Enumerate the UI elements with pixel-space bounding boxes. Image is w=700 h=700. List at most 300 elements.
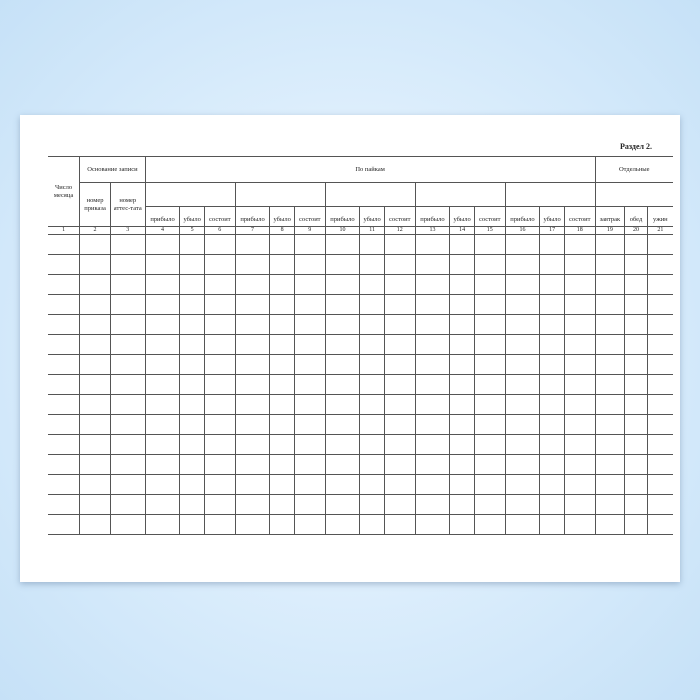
table-cell[interactable]: [415, 415, 450, 435]
table-cell[interactable]: [564, 255, 595, 275]
table-cell[interactable]: [204, 495, 235, 515]
table-cell[interactable]: [110, 375, 145, 395]
table-cell[interactable]: [450, 295, 475, 315]
table-cell[interactable]: [204, 455, 235, 475]
table-cell[interactable]: [505, 235, 540, 255]
table-cell[interactable]: [235, 515, 270, 535]
table-cell[interactable]: [204, 335, 235, 355]
table-cell[interactable]: [235, 335, 270, 355]
table-cell[interactable]: [625, 415, 648, 435]
table-cell[interactable]: [80, 235, 111, 255]
table-cell[interactable]: [110, 415, 145, 435]
table-cell[interactable]: [270, 295, 295, 315]
table-cell[interactable]: [415, 235, 450, 255]
table-cell[interactable]: [595, 235, 625, 255]
table-cell[interactable]: [564, 455, 595, 475]
table-cell[interactable]: [474, 475, 505, 495]
table-cell[interactable]: [180, 395, 205, 415]
table-cell[interactable]: [564, 515, 595, 535]
table-cell[interactable]: [48, 435, 80, 455]
table-cell[interactable]: [415, 355, 450, 375]
table-cell[interactable]: [204, 395, 235, 415]
table-cell[interactable]: [625, 275, 648, 295]
table-cell[interactable]: [235, 295, 270, 315]
table-cell[interactable]: [540, 515, 565, 535]
table-cell[interactable]: [145, 355, 180, 375]
table-cell[interactable]: [325, 395, 360, 415]
table-cell[interactable]: [647, 295, 673, 315]
table-cell[interactable]: [204, 415, 235, 435]
table-cell[interactable]: [360, 435, 385, 455]
table-cell[interactable]: [384, 415, 415, 435]
table-cell[interactable]: [80, 355, 111, 375]
table-cell[interactable]: [415, 335, 450, 355]
table-cell[interactable]: [180, 275, 205, 295]
table-cell[interactable]: [294, 355, 325, 375]
table-cell[interactable]: [48, 335, 80, 355]
table-cell[interactable]: [270, 315, 295, 335]
table-cell[interactable]: [540, 295, 565, 315]
table-cell[interactable]: [415, 295, 450, 315]
table-cell[interactable]: [474, 395, 505, 415]
table-cell[interactable]: [384, 395, 415, 415]
table-cell[interactable]: [384, 495, 415, 515]
table-cell[interactable]: [145, 475, 180, 495]
table-cell[interactable]: [540, 315, 565, 335]
table-cell[interactable]: [294, 415, 325, 435]
table-cell[interactable]: [505, 295, 540, 315]
table-cell[interactable]: [625, 355, 648, 375]
table-cell[interactable]: [80, 495, 111, 515]
table-cell[interactable]: [450, 315, 475, 335]
table-cell[interactable]: [80, 255, 111, 275]
table-cell[interactable]: [110, 335, 145, 355]
table-cell[interactable]: [270, 455, 295, 475]
table-cell[interactable]: [595, 415, 625, 435]
table-cell[interactable]: [595, 435, 625, 455]
table-cell[interactable]: [204, 375, 235, 395]
table-cell[interactable]: [145, 275, 180, 295]
table-cell[interactable]: [595, 255, 625, 275]
table-cell[interactable]: [270, 435, 295, 455]
table-cell[interactable]: [325, 415, 360, 435]
table-cell[interactable]: [505, 495, 540, 515]
table-cell[interactable]: [384, 335, 415, 355]
table-cell[interactable]: [145, 235, 180, 255]
table-cell[interactable]: [564, 315, 595, 335]
table-cell[interactable]: [235, 495, 270, 515]
table-cell[interactable]: [180, 315, 205, 335]
table-cell[interactable]: [270, 475, 295, 495]
table-cell[interactable]: [110, 255, 145, 275]
table-cell[interactable]: [325, 475, 360, 495]
table-cell[interactable]: [540, 435, 565, 455]
table-cell[interactable]: [450, 235, 475, 255]
table-cell[interactable]: [505, 455, 540, 475]
table-cell[interactable]: [595, 475, 625, 495]
table-cell[interactable]: [595, 395, 625, 415]
table-cell[interactable]: [474, 335, 505, 355]
table-cell[interactable]: [145, 435, 180, 455]
table-cell[interactable]: [625, 515, 648, 535]
table-cell[interactable]: [625, 335, 648, 355]
table-cell[interactable]: [595, 375, 625, 395]
table-cell[interactable]: [110, 495, 145, 515]
table-cell[interactable]: [270, 495, 295, 515]
table-cell[interactable]: [325, 335, 360, 355]
table-cell[interactable]: [235, 455, 270, 475]
table-cell[interactable]: [48, 375, 80, 395]
table-cell[interactable]: [474, 435, 505, 455]
table-cell[interactable]: [450, 515, 475, 535]
table-cell[interactable]: [48, 415, 80, 435]
table-cell[interactable]: [48, 395, 80, 415]
table-cell[interactable]: [180, 415, 205, 435]
table-cell[interactable]: [505, 355, 540, 375]
table-cell[interactable]: [110, 275, 145, 295]
table-cell[interactable]: [384, 475, 415, 495]
table-cell[interactable]: [540, 375, 565, 395]
table-cell[interactable]: [540, 475, 565, 495]
table-cell[interactable]: [325, 295, 360, 315]
table-cell[interactable]: [48, 515, 80, 535]
table-cell[interactable]: [325, 455, 360, 475]
table-cell[interactable]: [415, 475, 450, 495]
table-cell[interactable]: [48, 275, 80, 295]
table-cell[interactable]: [450, 415, 475, 435]
table-cell[interactable]: [110, 435, 145, 455]
table-cell[interactable]: [204, 475, 235, 495]
table-cell[interactable]: [180, 255, 205, 275]
table-cell[interactable]: [110, 315, 145, 335]
table-cell[interactable]: [80, 455, 111, 475]
table-cell[interactable]: [564, 355, 595, 375]
table-cell[interactable]: [145, 395, 180, 415]
table-cell[interactable]: [384, 455, 415, 475]
table-cell[interactable]: [564, 275, 595, 295]
table-cell[interactable]: [595, 275, 625, 295]
table-cell[interactable]: [384, 375, 415, 395]
table-cell[interactable]: [450, 475, 475, 495]
table-cell[interactable]: [625, 455, 648, 475]
table-cell[interactable]: [505, 375, 540, 395]
table-cell[interactable]: [474, 415, 505, 435]
table-cell[interactable]: [145, 415, 180, 435]
table-cell[interactable]: [360, 275, 385, 295]
table-cell[interactable]: [360, 375, 385, 395]
table-cell[interactable]: [384, 295, 415, 315]
table-cell[interactable]: [540, 395, 565, 415]
table-cell[interactable]: [647, 495, 673, 515]
table-cell[interactable]: [235, 255, 270, 275]
table-cell[interactable]: [270, 395, 295, 415]
table-cell[interactable]: [80, 475, 111, 495]
table-cell[interactable]: [48, 455, 80, 475]
table-cell[interactable]: [270, 335, 295, 355]
table-cell[interactable]: [325, 495, 360, 515]
table-cell[interactable]: [145, 455, 180, 475]
table-cell[interactable]: [450, 335, 475, 355]
table-cell[interactable]: [415, 315, 450, 335]
table-cell[interactable]: [540, 255, 565, 275]
table-cell[interactable]: [145, 495, 180, 515]
table-cell[interactable]: [450, 355, 475, 375]
table-cell[interactable]: [595, 515, 625, 535]
table-cell[interactable]: [564, 475, 595, 495]
table-cell[interactable]: [595, 335, 625, 355]
table-cell[interactable]: [474, 255, 505, 275]
table-cell[interactable]: [505, 315, 540, 335]
table-cell[interactable]: [270, 515, 295, 535]
table-cell[interactable]: [450, 495, 475, 515]
table-cell[interactable]: [647, 455, 673, 475]
table-cell[interactable]: [235, 435, 270, 455]
table-cell[interactable]: [270, 235, 295, 255]
table-cell[interactable]: [325, 375, 360, 395]
table-cell[interactable]: [505, 275, 540, 295]
table-cell[interactable]: [204, 255, 235, 275]
table-cell[interactable]: [110, 235, 145, 255]
table-cell[interactable]: [80, 295, 111, 315]
table-cell[interactable]: [294, 495, 325, 515]
table-cell[interactable]: [270, 275, 295, 295]
table-cell[interactable]: [360, 415, 385, 435]
table-cell[interactable]: [474, 295, 505, 315]
table-cell[interactable]: [415, 275, 450, 295]
table-cell[interactable]: [625, 255, 648, 275]
table-cell[interactable]: [647, 235, 673, 255]
table-cell[interactable]: [325, 315, 360, 335]
table-cell[interactable]: [110, 515, 145, 535]
table-cell[interactable]: [595, 315, 625, 335]
table-cell[interactable]: [647, 315, 673, 335]
table-cell[interactable]: [415, 395, 450, 415]
table-cell[interactable]: [474, 455, 505, 475]
table-cell[interactable]: [48, 255, 80, 275]
table-cell[interactable]: [564, 375, 595, 395]
table-cell[interactable]: [360, 255, 385, 275]
table-cell[interactable]: [48, 475, 80, 495]
table-cell[interactable]: [270, 355, 295, 375]
table-cell[interactable]: [415, 455, 450, 475]
table-cell[interactable]: [384, 355, 415, 375]
table-cell[interactable]: [647, 275, 673, 295]
table-cell[interactable]: [80, 375, 111, 395]
table-cell[interactable]: [474, 275, 505, 295]
table-cell[interactable]: [145, 335, 180, 355]
table-cell[interactable]: [145, 255, 180, 275]
table-cell[interactable]: [80, 395, 111, 415]
table-cell[interactable]: [110, 355, 145, 375]
table-cell[interactable]: [180, 515, 205, 535]
table-cell[interactable]: [180, 495, 205, 515]
table-cell[interactable]: [110, 475, 145, 495]
table-cell[interactable]: [145, 295, 180, 315]
table-cell[interactable]: [474, 315, 505, 335]
table-cell[interactable]: [625, 475, 648, 495]
table-cell[interactable]: [294, 475, 325, 495]
table-cell[interactable]: [145, 315, 180, 335]
table-cell[interactable]: [294, 455, 325, 475]
table-cell[interactable]: [294, 335, 325, 355]
table-cell[interactable]: [595, 455, 625, 475]
table-cell[interactable]: [360, 475, 385, 495]
table-cell[interactable]: [564, 495, 595, 515]
table-cell[interactable]: [360, 515, 385, 535]
table-cell[interactable]: [540, 235, 565, 255]
table-cell[interactable]: [450, 255, 475, 275]
table-cell[interactable]: [204, 315, 235, 335]
table-cell[interactable]: [360, 315, 385, 335]
table-cell[interactable]: [540, 455, 565, 475]
table-cell[interactable]: [384, 435, 415, 455]
table-cell[interactable]: [325, 235, 360, 255]
table-cell[interactable]: [204, 435, 235, 455]
table-cell[interactable]: [647, 475, 673, 495]
table-cell[interactable]: [294, 235, 325, 255]
table-cell[interactable]: [625, 435, 648, 455]
table-cell[interactable]: [564, 335, 595, 355]
table-cell[interactable]: [505, 255, 540, 275]
table-cell[interactable]: [145, 515, 180, 535]
table-cell[interactable]: [80, 315, 111, 335]
table-cell[interactable]: [540, 335, 565, 355]
table-cell[interactable]: [145, 375, 180, 395]
table-cell[interactable]: [48, 315, 80, 335]
table-cell[interactable]: [625, 235, 648, 255]
table-cell[interactable]: [564, 395, 595, 415]
table-cell[interactable]: [474, 375, 505, 395]
table-cell[interactable]: [204, 295, 235, 315]
table-cell[interactable]: [204, 515, 235, 535]
table-cell[interactable]: [647, 395, 673, 415]
table-cell[interactable]: [505, 475, 540, 495]
table-cell[interactable]: [647, 515, 673, 535]
table-cell[interactable]: [235, 355, 270, 375]
table-cell[interactable]: [415, 255, 450, 275]
table-cell[interactable]: [80, 415, 111, 435]
table-cell[interactable]: [235, 395, 270, 415]
table-cell[interactable]: [540, 415, 565, 435]
table-cell[interactable]: [474, 495, 505, 515]
table-cell[interactable]: [48, 355, 80, 375]
table-cell[interactable]: [384, 235, 415, 255]
table-cell[interactable]: [48, 295, 80, 315]
table-cell[interactable]: [450, 395, 475, 415]
table-cell[interactable]: [450, 375, 475, 395]
table-cell[interactable]: [540, 355, 565, 375]
table-cell[interactable]: [564, 235, 595, 255]
table-cell[interactable]: [625, 295, 648, 315]
table-cell[interactable]: [360, 295, 385, 315]
table-cell[interactable]: [110, 295, 145, 315]
table-cell[interactable]: [647, 355, 673, 375]
table-cell[interactable]: [180, 475, 205, 495]
table-cell[interactable]: [474, 515, 505, 535]
table-cell[interactable]: [415, 495, 450, 515]
table-cell[interactable]: [294, 395, 325, 415]
table-cell[interactable]: [450, 435, 475, 455]
table-cell[interactable]: [270, 415, 295, 435]
table-cell[interactable]: [505, 435, 540, 455]
table-cell[interactable]: [110, 395, 145, 415]
table-cell[interactable]: [360, 495, 385, 515]
table-cell[interactable]: [384, 275, 415, 295]
table-cell[interactable]: [270, 375, 295, 395]
table-cell[interactable]: [110, 455, 145, 475]
table-cell[interactable]: [384, 315, 415, 335]
table-cell[interactable]: [180, 435, 205, 455]
table-cell[interactable]: [325, 435, 360, 455]
table-cell[interactable]: [415, 435, 450, 455]
table-cell[interactable]: [647, 375, 673, 395]
table-cell[interactable]: [540, 495, 565, 515]
table-cell[interactable]: [564, 415, 595, 435]
table-cell[interactable]: [540, 275, 565, 295]
table-cell[interactable]: [647, 415, 673, 435]
table-cell[interactable]: [595, 495, 625, 515]
table-cell[interactable]: [180, 455, 205, 475]
table-cell[interactable]: [505, 395, 540, 415]
table-cell[interactable]: [360, 335, 385, 355]
table-cell[interactable]: [647, 255, 673, 275]
table-cell[interactable]: [180, 355, 205, 375]
table-cell[interactable]: [235, 275, 270, 295]
table-cell[interactable]: [505, 335, 540, 355]
table-cell[interactable]: [294, 375, 325, 395]
table-cell[interactable]: [235, 375, 270, 395]
table-cell[interactable]: [360, 395, 385, 415]
table-cell[interactable]: [325, 255, 360, 275]
table-cell[interactable]: [80, 515, 111, 535]
table-cell[interactable]: [235, 415, 270, 435]
table-cell[interactable]: [294, 255, 325, 275]
table-cell[interactable]: [294, 295, 325, 315]
table-cell[interactable]: [360, 455, 385, 475]
table-cell[interactable]: [415, 515, 450, 535]
table-cell[interactable]: [294, 275, 325, 295]
table-cell[interactable]: [180, 295, 205, 315]
table-cell[interactable]: [564, 435, 595, 455]
table-cell[interactable]: [325, 515, 360, 535]
table-cell[interactable]: [647, 435, 673, 455]
table-cell[interactable]: [415, 375, 450, 395]
table-cell[interactable]: [204, 235, 235, 255]
table-cell[interactable]: [625, 495, 648, 515]
table-cell[interactable]: [360, 355, 385, 375]
table-cell[interactable]: [80, 435, 111, 455]
table-cell[interactable]: [505, 415, 540, 435]
table-cell[interactable]: [235, 475, 270, 495]
table-cell[interactable]: [450, 455, 475, 475]
table-cell[interactable]: [180, 235, 205, 255]
table-cell[interactable]: [204, 275, 235, 295]
table-cell[interactable]: [384, 255, 415, 275]
table-cell[interactable]: [180, 335, 205, 355]
table-cell[interactable]: [325, 355, 360, 375]
table-cell[interactable]: [294, 435, 325, 455]
table-cell[interactable]: [625, 395, 648, 415]
table-cell[interactable]: [235, 315, 270, 335]
table-cell[interactable]: [625, 315, 648, 335]
table-cell[interactable]: [595, 355, 625, 375]
table-cell[interactable]: [505, 515, 540, 535]
table-cell[interactable]: [80, 335, 111, 355]
table-cell[interactable]: [564, 295, 595, 315]
table-cell[interactable]: [48, 235, 80, 255]
table-cell[interactable]: [204, 355, 235, 375]
table-cell[interactable]: [235, 235, 270, 255]
